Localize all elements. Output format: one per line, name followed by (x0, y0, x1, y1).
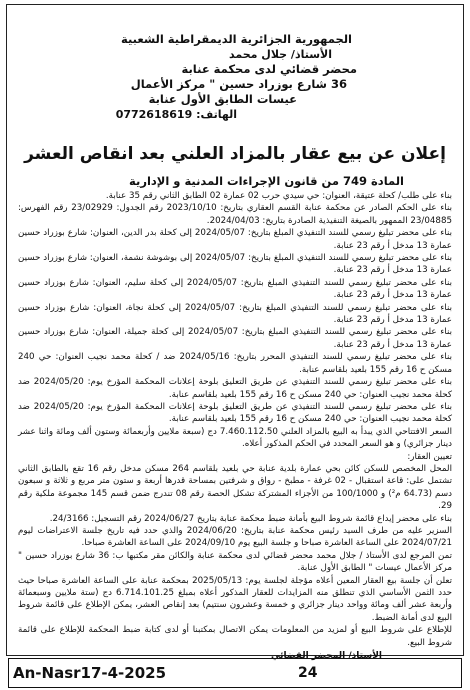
header-republic: الجمهورية الجزائرية الديمقراطية الشعبية (120, 32, 352, 46)
legal-notice (8, 6, 462, 661)
publication-date: An-Nasr17-4-2025 (13, 664, 167, 682)
notice-title: إعلان عن بيع عقار بالمزاد العلني بعد انقاص العشر (24, 144, 446, 164)
notice-paragraph: بناء على محضر تبليغ رسمي للسند التنفيذي المبلغ بتاريخ: 2024/05/07 إلى كحلة نجاة، العنوان: شارع بوزراد حسين عمارة 13 مدخل أ رقم 23 عنابة. (18, 302, 452, 326)
notice-paragraph: بناء على محضر تبليغ رسمي للسند التنفيذي المبلغ بتاريخ: 2024/05/07 إلى كحلة بدر الدين، العنوان: شارع بوزراد حسين عمارة 13 مدخل أ رقم 23 عنابة. (18, 228, 453, 251)
page-number: 24 (298, 665, 318, 681)
notice-paragraph: بناء على الحكم الصادر عن محكمة عنابة القسم العقاري بتاريخ: 2023/10/10 رقم الجدول: 23/02929 رقم الفهرس: 23/04885 الممهور بالصيغة التنفيذية الصادرة بتاريخ: 2024/04/03. (18, 203, 452, 226)
header-court: محضر قضائي لدى محكمة عنابة (181, 62, 357, 76)
notice-paragraph: السزير عليه من طرف السيد رئيس محكمة عنابة بتاريخ: 2024/06/20 والذي حدد فيه تاريخ جلسة الاعتراضات ليوم 2024/07/21 على الساعة العاشرة صباحا و جلسة البيع يوم 2024/09/10 على الساعة العاشرة صباحا. (18, 525, 452, 549)
notice-paragraph: بناء على محضر تبليغ رسمي للسند التنفيذي عن طريق التعليق بلوحة إعلانات المحكمة المؤرخ يوم: 2024/05/20 ضد كحلة محمد نجيب العنوان: حي 240 مسكن ح 16 رقم 155 بلعيد بلقاسم عنابة. (18, 401, 452, 425)
notice-paragraph: بناء على طلب/ كحلة عتيقة، العنوان: حي سيدي حرب 02 عمارة 02 الطابق الثاني رقم 35 عنابة. (105, 191, 452, 201)
header-phone: الهاتف: 0772618619 (115, 108, 237, 121)
bailiff-header (18, 32, 452, 122)
notice-paragraph: بناء على محضر تبليغ رسمي للسند التنفيذي المبلغ بتاريخ: 2024/05/07 إلى كحلة جميلة، العنوان: شارع بوزراد حسين عمارة 13 مدخل أ رقم 23 عنابة. (18, 327, 452, 350)
notice-paragraph: تعلن أن جلسة بيع العقار المعين أعلاه مؤجلة لجلسة يوم: 2025/05/13 بمحكمة عنابة على الساعة العاشرة صباحا حيث حدد الثمن الأساسي الذي تنطلق منه المزايدات للعقار المذكور أعلاه بمبلغ 6.714.101.25 دج (ستة ملايين وسبعمائة وأربعة عشر ألف ومائة وواحد دينار جزائري و خمسة وعشرون سنتيم) بعد إنقاص العشر، يمكن الإطلاع على قائمة شروط البيع لدى أمانة الضبط. (18, 575, 452, 623)
notice-body (18, 190, 452, 649)
header-address-floor: عيسات الطابق الأول عنابة (148, 92, 297, 106)
notice-paragraph: بناء على محضر تبليغ رسمي للسند التنفيذي المبلغ بتاريخ: 2024/05/07 إلى بوشوشة نشمة، العنوان: شارع بوزراد حسين عمارة 13 مدخل أ رقم 23 عنابة. (18, 253, 452, 276)
notice-paragraph: بناء على محضر تبليغ رسمي للسند التنفيذي عن طريق التعليق بلوحة إعلانات المحكمة المؤرخ يوم: 2024/05/20 ضد كحلة محمد نجيب العنوان: حي 240 مسكن ح 16 رقم 155 بلعيد بلقاسم عنابة. (18, 377, 452, 400)
bailiff-signature: الأستاذ/ المحضر القضائي (271, 651, 382, 662)
notice-paragraph: بناء على محضر تبليغ رسمي للسند التنفيذي المحرر بتاريخ: 2024/05/16 ضد / كحلة محمد نجيب العنوان: حي 240 مسكن ح 16 رقم 155 بلعيد بلقاسم عنابة. (18, 352, 452, 375)
notice-paragraph: المحل المخصص للسكن كائن بحي عمارة بلدية عنابة حي بلعيد بلقاسم 264 مسكن مدخل رقم 16 تقع بالطابق الثاني تشتمل على: قاعة استقبال - 02 غرفة - مطبخ - رواق و شرفتين بمساحة قدرها أربعة و ستون متر مربع و ثلاثة و سبعون دسم (64.73 م²) و 100/1000 من الأجزاء المشتركة تشكل الحصة رقم 08 تندرج ضمن قسم 145 مجموعة ملكية رقم 29. (18, 463, 452, 512)
notice-paragraph: تعيين العقار: (407, 451, 452, 462)
header-bailiff-name: الأستاذ/ جلال محمد (228, 48, 332, 61)
notice-subtitle: المادة 749 من قانون الإجراءات المدنية و الإدارية (129, 174, 404, 188)
page-footer (8, 658, 462, 688)
header-address-street: 36 شارع بوزراد حسين " مركز الأعمال (130, 77, 347, 91)
notice-paragraph: بناء على محضر إيداع قائمة شروط البيع بأمانة ضبط محكمة عنابة بتاريخ 2024/06/27 رقم التسجيل: 24/3166. (49, 513, 452, 524)
notice-paragraph: بناء على محضر تبليغ رسمي للسند التنفيذي المبلغ بتاريخ: 2024/05/07 إلى كحلة سليم، العنوان: شارع بوزراد حسين عمارة 13 مدخل أ رقم 23 عنابة. (18, 277, 452, 301)
notice-paragraph: السعر الافتتاحي الذي يبدأ به البيع بالمزاد العلني 7.460.112.50 دج (سبعة ملايين وأربعمائة وستون ألف ومائة واثنا عشر دينار جزائري) و هو السعر المحدد في الحكم المذكور أعلاه. (18, 426, 452, 450)
notice-paragraph: للإطلاع على شروط البيع أو لمزيد من المعلومات يمكن الاتصال بمكتبنا أو لدى كتابة ضبط المحكمة للإطلاع على قائمة شروط البيع. (18, 625, 452, 648)
notice-paragraph: تمن المرجع لدى الأستاذ / جلال محمد محضر قضائي لدى محكمة عنابة والكائن مقر مكتبها ب: 36 شارع بوزراد حسين " مركز الأعمال عيسات " الطابق الأول عنابة. (18, 550, 453, 574)
